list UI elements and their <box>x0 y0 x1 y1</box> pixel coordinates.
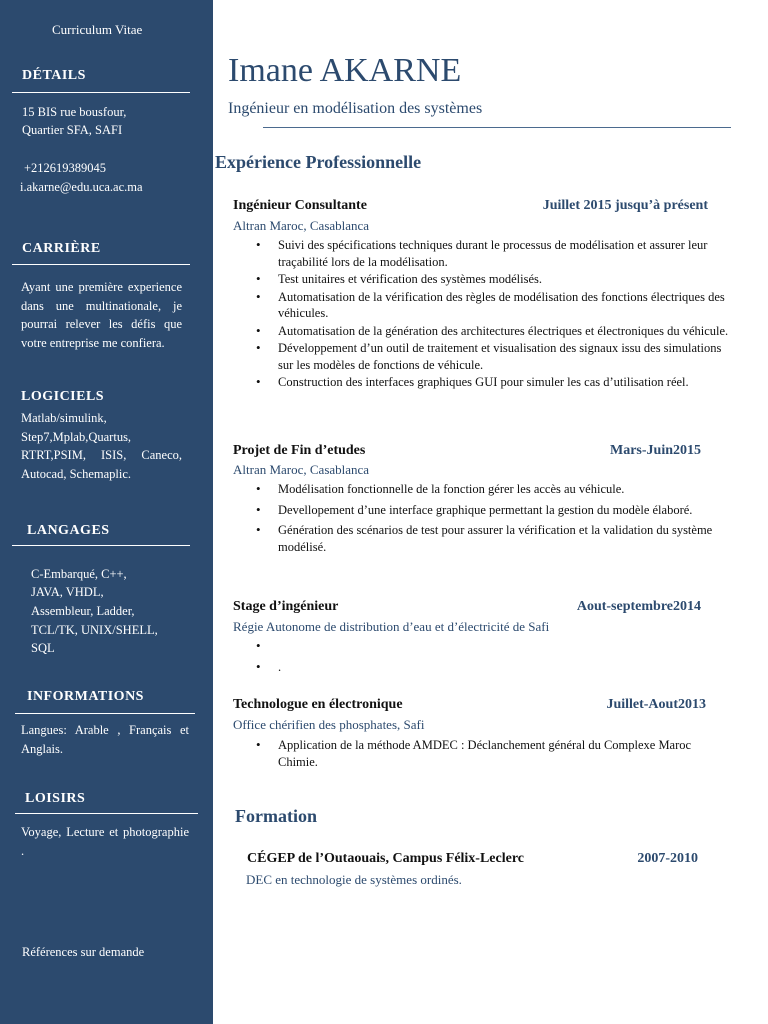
software-text: Matlab/simulink, Step7,Mplab,Quartus, RTRT,PSIM, ISIS, Caneco, Autocad, Schemaplic. <box>21 411 182 481</box>
job-bullets <box>278 481 723 556</box>
education-heading: Formation <box>235 806 317 826</box>
school-name: CÉGEP de l’Outaouais, Campus Félix-Leclerc <box>247 851 525 866</box>
software-heading: LOGICIELS <box>21 389 105 404</box>
job-title: Projet de Fin d’etudes <box>233 443 366 458</box>
cv-label: Curriculum Vitae <box>52 22 143 37</box>
languages-line-4: TCL/TK, UNIX/SHELL, <box>31 623 158 637</box>
list-item: • Application de la méthode AMDEC : Déclanchement général du Complexe Maroc Chimie. <box>278 737 718 770</box>
list-item: • Automatisation de la génération des architectures électriques et électroniques du véhicule. <box>278 323 738 340</box>
phone-number: +212619389045 <box>24 161 107 175</box>
education-degree: DEC en technologie de systèmes ordinés. <box>246 872 462 887</box>
details-heading: DÉTAILS <box>22 68 86 83</box>
list-item: • Devellopement d’une interface graphique permettant la gestion du modèle élaboré. <box>278 502 723 519</box>
list-item: • Automatisation de la vérification des règles de modélisation des fonctions électriques des véhicules. <box>278 289 738 322</box>
info-text: Langues: Arable , Français et Anglais. <box>21 723 189 756</box>
list-item: • Génération des scénarios de test pour assurer la vérification et la validation du système modélisé. <box>278 522 723 555</box>
job-title: Technologue en électronique <box>233 697 403 712</box>
job-bullets <box>278 737 718 771</box>
job-date: Mars-Juin2015 <box>610 443 701 458</box>
email-address: i.akarne@edu.uca.ac.ma <box>20 180 143 194</box>
job-company: Régie Autonome de distribution d’eau et d’électricité de Safi <box>233 619 550 634</box>
job-bullets <box>278 237 738 392</box>
list-item: • Test unitaires et vérification des systèmes modélisés. <box>278 271 738 288</box>
job-company: Altran Maroc, Casablanca <box>233 218 370 233</box>
list-item: • Suivi des spécifications techniques durant le processus de modélisation et assurer leur traçabilité lors de la modélisation. <box>278 237 738 270</box>
list-item: • Modélisation fonctionnelle de la fonction gérer les accès au véhicule. <box>278 481 723 498</box>
career-heading: CARRIÈRE <box>22 241 101 256</box>
job-title: Stage d’ingénieur <box>233 599 339 614</box>
job-bullets <box>278 638 723 677</box>
list-item <box>278 638 723 656</box>
hobbies-divider <box>15 813 198 814</box>
details-divider <box>12 92 190 93</box>
main-content <box>213 0 768 1024</box>
languages-heading: LANGAGES <box>27 523 110 538</box>
languages-divider <box>12 545 190 546</box>
languages-line-1: C-Embarqué, C++, <box>31 567 127 581</box>
languages-line-3: Assembleur, Ladder, <box>31 604 135 618</box>
career-divider <box>12 264 190 265</box>
candidate-name: Imane AKARNE <box>228 52 462 89</box>
job-date: Aout-septembre2014 <box>576 599 701 614</box>
header-divider <box>263 127 731 128</box>
job-date: Juillet-Aout2013 <box>606 697 706 712</box>
job-company: Altran Maroc, Casablanca <box>233 462 370 477</box>
languages-line-2: JAVA, VHDL, <box>31 585 104 599</box>
candidate-title: Ingénieur en modélisation des systèmes <box>228 100 483 117</box>
job-company: Office chérifien des phosphates, Safi <box>233 717 425 732</box>
job-title: Ingénieur Consultante <box>233 198 367 213</box>
address-line-1: 15 BIS rue bousfour, <box>22 105 127 119</box>
experience-heading: Expérience Professionnelle <box>215 152 422 172</box>
references-note: Références sur demande <box>22 945 145 959</box>
sidebar <box>0 0 213 1024</box>
hobbies-heading: LOISIRS <box>25 791 86 806</box>
languages-line-5: SQL <box>31 641 55 655</box>
info-divider <box>15 713 195 714</box>
address-line-2: Quartier SFA, SAFI <box>22 123 123 137</box>
info-heading: INFORMATIONS <box>27 689 144 704</box>
list-item: • Construction des interfaces graphiques GUI pour simuler les cas d’utilisation réel. <box>278 374 738 391</box>
career-text: Ayant une première experience dans une multinationale, je pourrai relever les défis que votre entreprise me confiera. <box>21 280 182 350</box>
list-item: • Développement d’un outil de traitement et visualisation des signaux issu des simulations sur les modèles de fonctions de véhicule. <box>278 340 738 373</box>
hobbies-text: Voyage, Lecture et photographie . <box>21 825 189 858</box>
list-item: • . <box>278 659 723 676</box>
job-date: Juillet 2015 jusqu’à présent <box>542 198 708 213</box>
education-years: 2007-2010 <box>637 851 698 866</box>
